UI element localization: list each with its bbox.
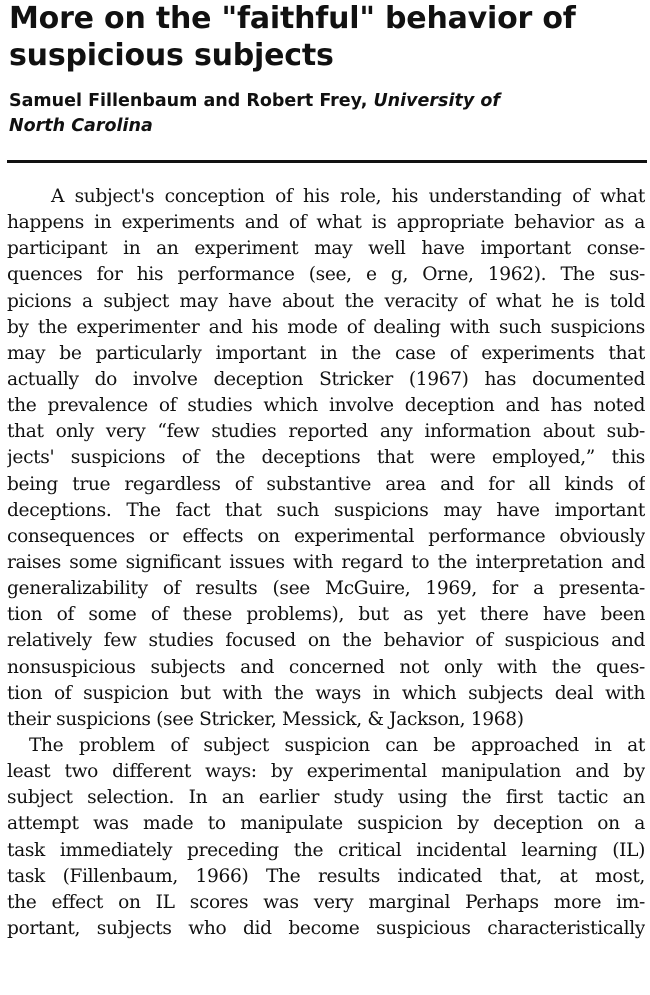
text-line: task immediately preceding the critical incidental learning (IL) (7, 839, 645, 861)
text-line: nonsuspicious subjects and concerned not only with the ques- (7, 656, 645, 678)
paragraph-1 (7, 184, 645, 733)
text-line: task (Fillenbaum, 1966) The results indicated that, at most, (7, 865, 645, 887)
text-line: that only very “few studies reported any information about sub- (7, 421, 645, 443)
article-body (7, 184, 645, 942)
affiliation: North Carolina (9, 116, 153, 136)
text-line: generalizability of results (see McGuire, 1969, for a presenta- (7, 578, 645, 600)
text-line: the effect on IL scores was very marginal Perhaps more im- (7, 891, 645, 913)
article-title-line: suspicious subjects (9, 38, 334, 73)
text-line: happens in experiments and of what is appropriate behavior as a (7, 212, 645, 234)
text-line: relatively few studies focused on the behavior of suspicious and (7, 630, 645, 652)
text-line: least two different ways: by experimental manipulation and by (7, 761, 645, 783)
text-line: tion of some of these problems), but as yet there have been (7, 604, 645, 626)
text-line: jects' suspicions of the deceptions that were employed,” this (7, 447, 645, 469)
text-line: A subject's conception of his role, his understanding of what (51, 186, 645, 207)
text-line: portant, subjects who did become suspicious characteristically (7, 917, 645, 939)
text-line: tion of suspicion but with the ways in which subjects deal with (7, 682, 645, 704)
header-rule (7, 160, 647, 163)
text-line: actually do involve deception Stricker (1967) has documented (7, 368, 645, 390)
text-line: being true regardless of substantive area and for all kinds of (7, 473, 645, 495)
paragraph-2 (7, 733, 645, 942)
article-title-line: More on the "faithful" behavior of (9, 1, 576, 36)
affiliation: University of (373, 91, 500, 111)
text-line: quences for his performance (see, e g, Orne, 1962). The sus- (7, 264, 645, 286)
text-line: raises some significant issues with regard to the interpretation and (7, 551, 645, 573)
text-line: participant in an experiment may well have important conse- (7, 238, 645, 260)
text-line: their suspicions (see Stricker, Messick, & Jackson, 1968) (7, 708, 524, 730)
text-line: may be particularly important in the case of experiments that (7, 342, 645, 364)
text-line: consequences or effects on experimental performance obviously (7, 525, 645, 547)
text-line: by the experimenter and his mode of dealing with such suspicions (7, 316, 645, 338)
byline (9, 89, 639, 139)
text-line: deceptions. The fact that such suspicions may have important (7, 499, 645, 521)
text-line: attempt was made to manipulate suspicion by deception on a (7, 813, 645, 835)
article-title (9, 0, 639, 74)
text-line: The problem of subject suspicion can be approached in at (29, 734, 645, 756)
text-line: subject selection. In an earlier study using the first tactic an (7, 787, 645, 809)
text-line: the prevalence of studies which involve deception and has noted (7, 395, 645, 417)
author-names: Samuel Fillenbaum and Robert Frey, (9, 91, 368, 111)
text-line: picions a subject may have about the veracity of what he is told (7, 290, 645, 312)
